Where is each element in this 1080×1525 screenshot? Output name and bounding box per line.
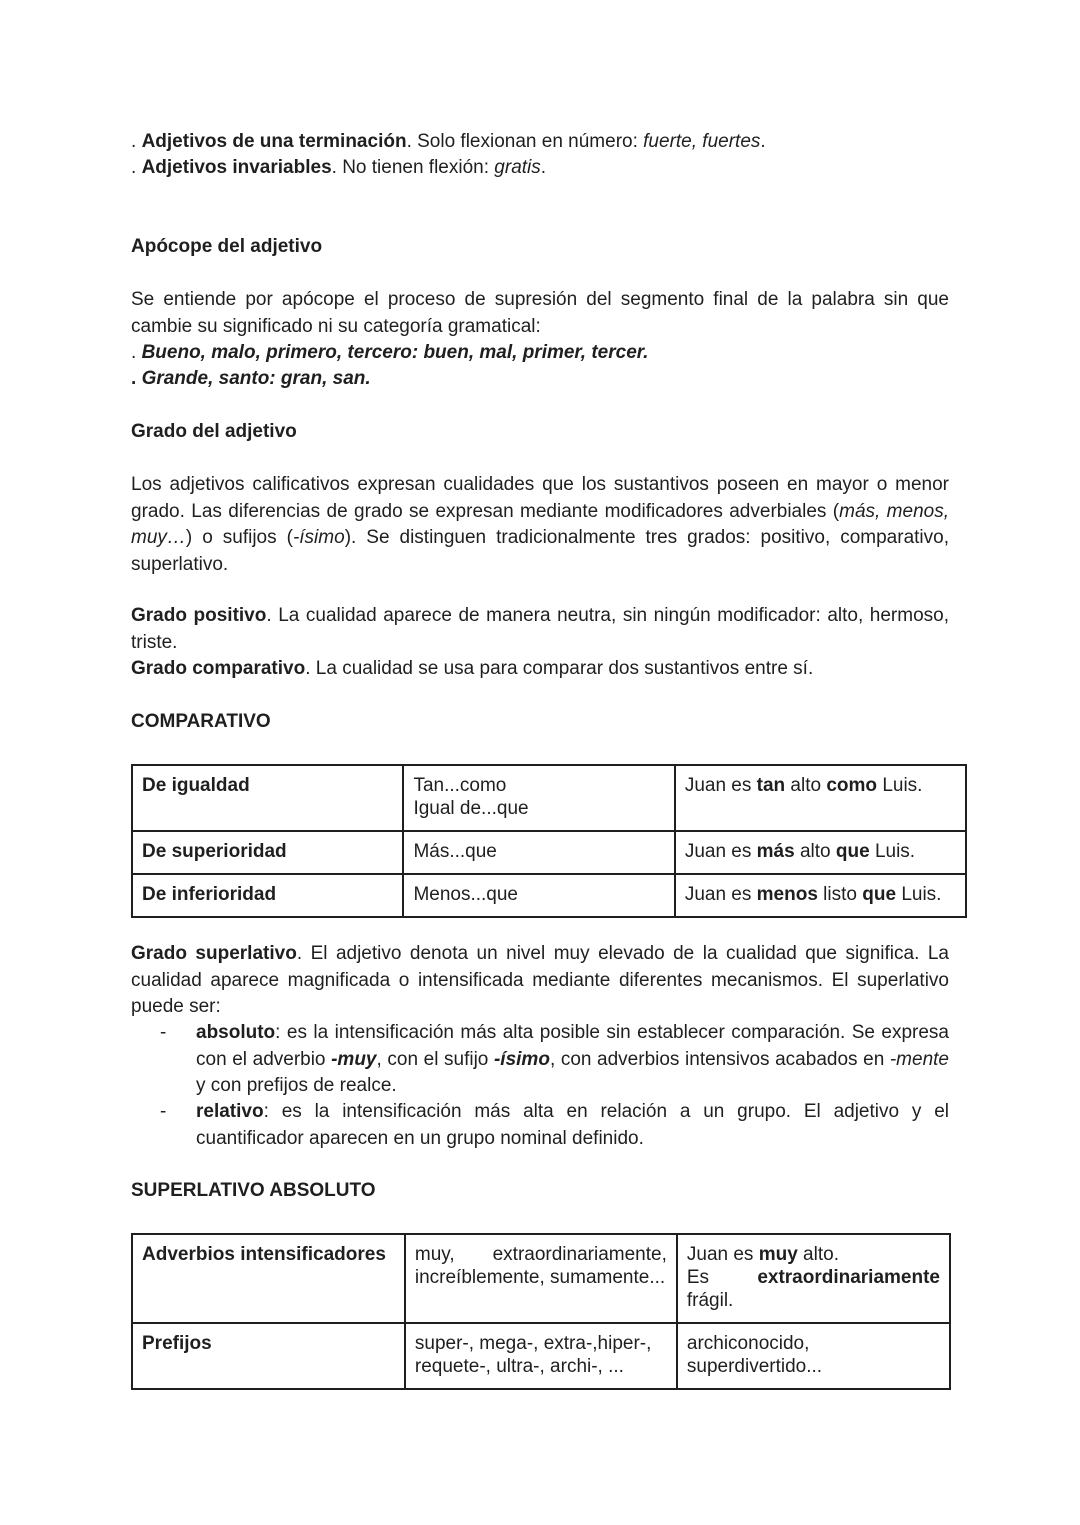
comparativo-table (131, 764, 967, 918)
grado-positivo: Grado positivo. La cualidad aparece de manera neutra, sin ningún modificador: alto, hermoso, triste. (131, 605, 949, 653)
comparativo-heading: COMPARATIVO (131, 711, 271, 732)
dash-bullet: - (160, 1101, 167, 1122)
table-row (132, 1234, 950, 1323)
grado-comparativo: Grado comparativo. La cualidad se usa para comparar dos sustantivos entre sí. (131, 658, 814, 679)
example-cell: Juan es más alto que Luis. (675, 831, 966, 874)
grado-heading: Grado del adjetivo (131, 421, 297, 442)
table-row (132, 765, 966, 831)
apocope-example-1: . Bueno, malo, primero, tercero: buen, mal, primer, tercer. (131, 342, 649, 363)
form-cell: Tan...como Igual de...que (403, 765, 674, 831)
grado-superlativo: Grado superlativo. El adjetivo denota un nivel muy elevado de la cualidad que significa. La cualidad aparece magnificada o intensificada mediante diferentes mecanismos. El superlativo puede ser: (131, 943, 949, 1017)
superlativo-absoluto-item: absoluto: es la intensificación más alta posible sin establecer comparación. Se expresa con el adverbio -muy, con el sufijo -ísimo, con adverbios intensivos acabados en -mente y con prefijos de realce. (196, 1022, 949, 1096)
adjetivos-una-terminacion-line: . Adjetivos de una terminación. Solo flexionan en número: fuerte, fuertes. (131, 131, 766, 152)
grado-paragraph: Los adjetivos calificativos expresan cualidades que los sustantivos poseen en mayor o menor grado. Las diferencias de grado se expresan mediante modificadores adverbiales (más, menos, muy…) o sufijos (-ísimo). Se distinguen tradicionalmente tres grados: positivo, comparativo, superlativo. (131, 474, 949, 575)
example-cell: archiconocido, superdivertido... (677, 1323, 950, 1389)
form-cell: super-, mega-, extra-,hiper-, requete-, ultra-, archi-, ... (405, 1323, 677, 1389)
type-cell: Adverbios intensificadores (132, 1234, 405, 1323)
form-cell: muy, extraordinariamente, increíblemente, sumamente... (405, 1234, 677, 1323)
type-cell: De inferioridad (132, 874, 403, 917)
form-cell: Menos...que (403, 874, 674, 917)
example-cell: Juan es muy alto. Es extraordinariamente frágil. (677, 1234, 950, 1323)
superlativo-table (131, 1233, 951, 1390)
term: Adjetivos de una terminación (141, 131, 407, 152)
example-cell: Juan es menos listo que Luis. (675, 874, 966, 917)
apocope-paragraph: Se entiende por apócope el proceso de supresión del segmento final de la palabra sin que cambie su significado ni su categoría gramatical: (131, 289, 949, 337)
example-cell: Juan es tan alto como Luis. (675, 765, 966, 831)
form-cell: Más...que (403, 831, 674, 874)
table-row (132, 831, 966, 874)
type-cell: De superioridad (132, 831, 403, 874)
superlativo-relativo-item: relativo: es la intensificación más alta en relación a un grupo. El adjetivo y el cuantificador aparecen en un grupo nominal definido. (196, 1101, 949, 1149)
type-cell: Prefijos (132, 1323, 405, 1389)
term: Adjetivos invariables (141, 157, 332, 178)
type-cell: De igualdad (132, 765, 403, 831)
apocope-example-2: . Grande, santo: gran, san. (131, 368, 371, 389)
adjetivos-invariables-line: . Adjetivos invariables. No tienen flexión: gratis. (131, 157, 547, 178)
dash-bullet: - (160, 1022, 167, 1043)
table-row (132, 1323, 950, 1389)
table-row (132, 874, 966, 917)
superlativo-absoluto-heading: SUPERLATIVO ABSOLUTO (131, 1180, 376, 1201)
apocope-heading: Apócope del adjetivo (131, 236, 323, 257)
